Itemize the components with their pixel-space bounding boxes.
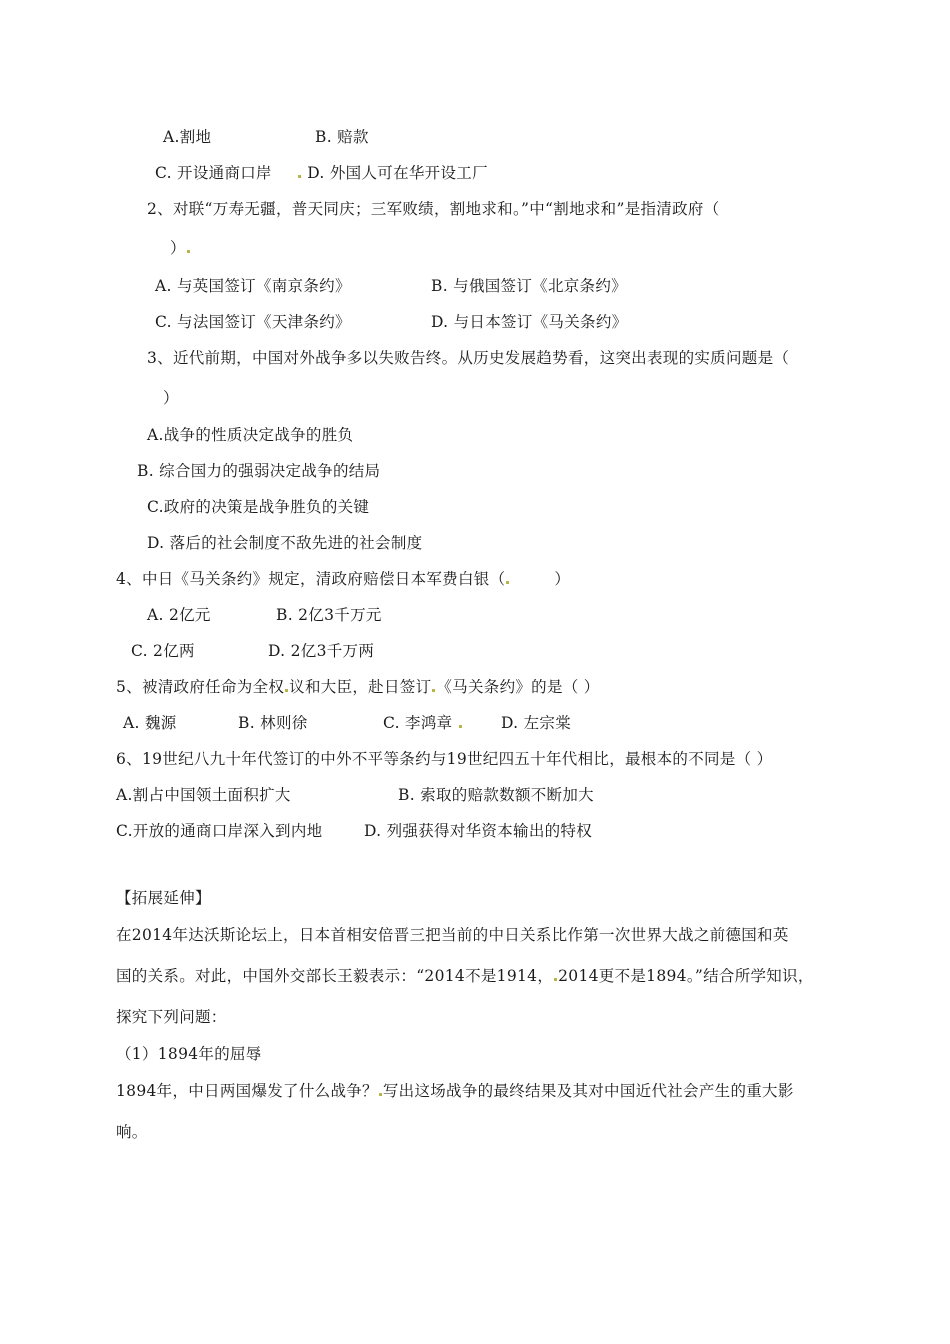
extension-para2-line2: 响。 <box>116 1123 148 1141</box>
q4-stem-end: ） <box>554 570 571 588</box>
q3-option-d: D. 落后的社会制度不敌先进的社会制度 <box>147 534 423 552</box>
q5-option-d: D. 左宗棠 <box>501 714 572 732</box>
q3-option-b: B. 综合国力的强弱决定战争的结局 <box>137 462 381 480</box>
q4-stem <box>116 569 570 589</box>
q2-stem-cont-text: ） <box>170 239 186 257</box>
q3-option-a: A.战争的性质决定战争的胜负 <box>147 426 354 444</box>
q2-stem-cont <box>170 238 191 258</box>
extension-para2-line1a: 1894年，中日两国爆发了什么战争？ <box>116 1082 378 1100</box>
q1-option-c: C. 开设通商口岸 <box>155 164 272 182</box>
q6-option-b: B. 索取的赔款数额不断加大 <box>398 786 594 804</box>
q1-option-a: A.割地 <box>163 128 212 146</box>
q3-stem-cont: ） <box>163 389 179 407</box>
decor-dot <box>298 175 301 178</box>
q5-option-b: B. 林则徐 <box>238 714 308 732</box>
q5-stem <box>116 677 600 697</box>
q6-option-d: D. 列强获得对华资本输出的特权 <box>364 822 593 840</box>
q4-stem-text: 4、中日《马关条约》规定，清政府赔偿日本军费白银（ <box>116 570 506 588</box>
decor-dot <box>379 1093 382 1096</box>
decor-dot <box>432 689 435 692</box>
q6-option-a: A.割占中国领土面积扩大 <box>116 786 291 804</box>
q1-option-b: B. 赔款 <box>315 128 369 146</box>
q1-option-d <box>297 163 488 183</box>
extension-para1-line1: 在2014年达沃斯论坛上，日本首相安倍晋三把当前的中日关系比作第一次世界大战之前德国和英 <box>116 926 789 944</box>
extension-para1-line3: 探究下列问题： <box>116 1008 227 1026</box>
q4-option-b: B. 2亿3千万元 <box>276 606 382 624</box>
extension-para2-line1 <box>116 1081 794 1101</box>
q5-stem-c: 《马关条约》的是（ ） <box>436 678 600 696</box>
q3-option-c: C.政府的决策是战争胜负的关键 <box>147 498 370 516</box>
q5-option-c <box>383 713 463 733</box>
decor-dot <box>506 581 509 584</box>
extension-heading: 【拓展延伸】 <box>116 889 211 907</box>
decor-dot <box>187 250 190 253</box>
q6-stem: 6、19世纪八九十年代签订的中外不平等条约与19世纪四五十年代相比，最根本的不同是（ ） <box>116 750 773 768</box>
q2-stem: 2、对联“万寿无疆，普天同庆；三军败绩，割地求和。”中“割地求和”是指清政府（ <box>147 200 720 218</box>
extension-para1-line2b: 2014更不是1894。”结合所学知识， <box>558 967 814 985</box>
q1-option-d-text: D. 外国人可在华开设工厂 <box>307 164 488 182</box>
extension-para1-line2 <box>116 966 814 986</box>
q2-option-d: D. 与日本签订《马关条约》 <box>431 313 628 331</box>
extension-para1-line2a: 国的关系。对此，中国外交部长王毅表示：“2014不是1914， <box>116 967 554 985</box>
q6-option-c: C.开放的通商口岸深入到内地 <box>116 822 323 840</box>
q5-stem-a: 5、被清政府任命为全权 <box>116 678 285 696</box>
q4-option-d: D. 2亿3千万两 <box>268 642 375 660</box>
extension-para2-line1b: 写出这场战争的最终结果及其对中国近代社会产生的重大影 <box>382 1082 794 1100</box>
q4-option-a: A. 2亿元 <box>147 606 211 624</box>
decor-dot <box>554 978 557 981</box>
q2-option-c: C. 与法国签订《天津条约》 <box>155 313 351 331</box>
q5-option-c-text: C. 李鸿章 <box>383 714 453 732</box>
decor-dot <box>459 725 462 728</box>
q3-stem: 3、近代前期，中国对外战争多以失败告终。从历史发展趋势看，这突出表现的实质问题是（ <box>147 349 790 367</box>
extension-sub1-heading: （1）1894年的屈辱 <box>116 1045 262 1063</box>
q4-option-c: C. 2亿两 <box>131 642 195 660</box>
q5-stem-b: 议和大臣，赴日签订 <box>289 678 432 696</box>
decor-dot <box>285 689 288 692</box>
q2-option-a: A. 与英国签订《南京条约》 <box>155 277 351 295</box>
q5-option-a: A. 魏源 <box>123 714 177 732</box>
q2-option-b: B. 与俄国签订《北京条约》 <box>431 277 627 295</box>
